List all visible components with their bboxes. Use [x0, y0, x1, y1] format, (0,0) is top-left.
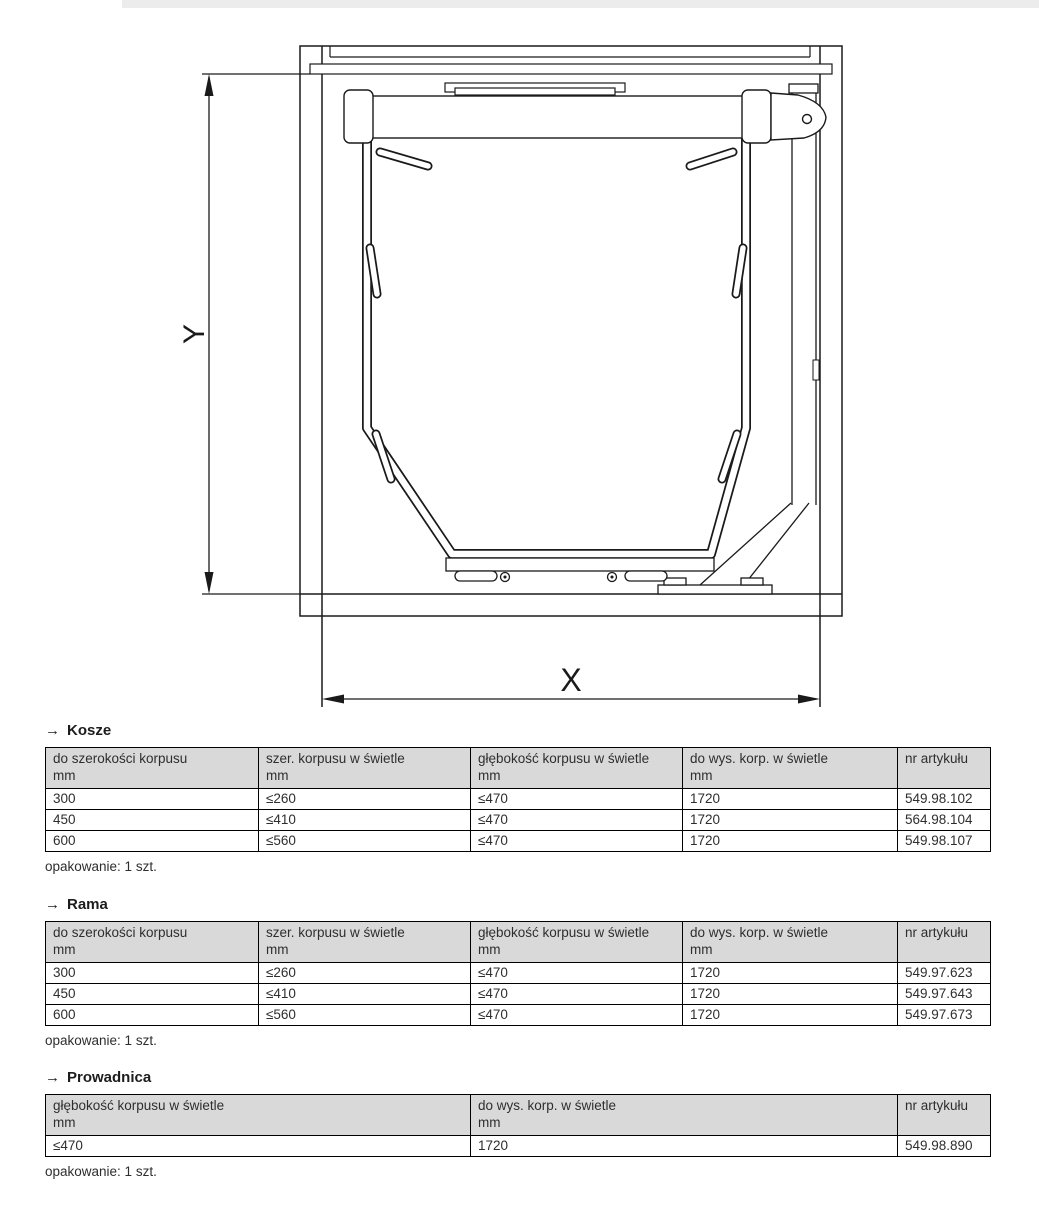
table-cell: 1720 [683, 963, 898, 984]
table-cell: 300 [46, 789, 259, 810]
table-cell: ≤470 [471, 831, 683, 852]
section-title [45, 722, 990, 739]
guide-rail [658, 84, 819, 594]
table-row [46, 789, 991, 810]
table-cell: 1720 [683, 789, 898, 810]
section-prowadnica [45, 1069, 990, 1179]
cabinet-front-rail [310, 64, 832, 74]
table-cell: 600 [46, 1005, 259, 1026]
table-cell: ≤410 [259, 810, 471, 831]
kosze-table [45, 747, 991, 852]
table-row [46, 1136, 991, 1157]
column-header: do wys. korp. w świetle mm [471, 1095, 898, 1136]
table-cell: 300 [46, 963, 259, 984]
column-header: do szerokości korpusu mm [46, 748, 259, 789]
table-row [46, 1005, 991, 1026]
section-title [45, 1069, 990, 1086]
rama-table [45, 921, 991, 1026]
table-cell: ≤470 [46, 1136, 471, 1157]
table-cell: 564.98.104 [898, 810, 991, 831]
frame-clips [370, 152, 743, 479]
section-kosze [45, 722, 990, 874]
arrow-icon: → [45, 896, 60, 913]
section-title-text: Prowadnica [67, 1069, 152, 1086]
dimension-y [202, 74, 310, 594]
arrow-icon: → [45, 722, 60, 739]
table-cell: ≤470 [471, 789, 683, 810]
top-bar [344, 90, 826, 143]
table-cell: ≤560 [259, 1005, 471, 1026]
table-cell: 450 [46, 984, 259, 1005]
column-header: nr artykułu [898, 748, 991, 789]
table-row [46, 831, 991, 852]
table-cell: 549.97.623 [898, 963, 991, 984]
packaging-note: opakowanie: 1 szt. [45, 1033, 157, 1048]
dimension-x-label: X [560, 662, 582, 698]
table-cell: 549.98.102 [898, 789, 991, 810]
section-title-text: Rama [67, 896, 108, 913]
table-cell: ≤470 [471, 984, 683, 1005]
column-header: głębokość korpusu w świetle mm [46, 1095, 471, 1136]
table-cell: ≤470 [471, 1005, 683, 1026]
table-cell: ≤560 [259, 831, 471, 852]
packaging-note: opakowanie: 1 szt. [45, 1164, 157, 1179]
table-cell: 1720 [683, 1005, 898, 1026]
column-header: szer. korpusu w świetle mm [259, 748, 471, 789]
table-cell: 450 [46, 810, 259, 831]
table-cell: 1720 [683, 984, 898, 1005]
table-cell: 1720 [471, 1136, 898, 1157]
packaging-note: opakowanie: 1 szt. [45, 859, 157, 874]
table-cell: ≤470 [471, 963, 683, 984]
table-cell: ≤410 [259, 984, 471, 1005]
table-row [46, 810, 991, 831]
column-header: szer. korpusu w świetle mm [259, 922, 471, 963]
header-row [46, 748, 991, 789]
table-cell: 600 [46, 831, 259, 852]
table-cell: 549.97.643 [898, 984, 991, 1005]
top-plate [445, 83, 625, 95]
column-header: głębokość korpusu w świetle mm [471, 922, 683, 963]
table-cell: 1720 [683, 810, 898, 831]
table-cell: ≤260 [259, 789, 471, 810]
prowadnica-table [45, 1094, 991, 1157]
cabinet-outline [300, 46, 842, 707]
table-cell: 1720 [683, 831, 898, 852]
table-cell: 549.98.890 [898, 1136, 991, 1157]
section-title-text: Kosze [67, 722, 112, 739]
table-cell: 549.97.673 [898, 1005, 991, 1026]
column-header: głębokość korpusu w świetle mm [471, 748, 683, 789]
table-cell: ≤260 [259, 963, 471, 984]
table-cell: 549.98.107 [898, 831, 991, 852]
column-header: do wys. korp. w świetle mm [683, 748, 898, 789]
header-row [46, 1095, 991, 1136]
column-header: do wys. korp. w świetle mm [683, 922, 898, 963]
table-row [46, 963, 991, 984]
arrow-icon: → [45, 1069, 60, 1086]
frame-pipe [367, 137, 746, 554]
table-row [46, 984, 991, 1005]
column-header: nr artykułu [898, 1095, 991, 1136]
section-rama [45, 896, 990, 1048]
header-row [46, 922, 991, 963]
dimension-y-label: Y [178, 323, 211, 345]
table-cell: ≤470 [471, 810, 683, 831]
column-header: nr artykułu [898, 922, 991, 963]
section-title [45, 896, 990, 913]
column-header: do szerokości korpusu mm [46, 922, 259, 963]
